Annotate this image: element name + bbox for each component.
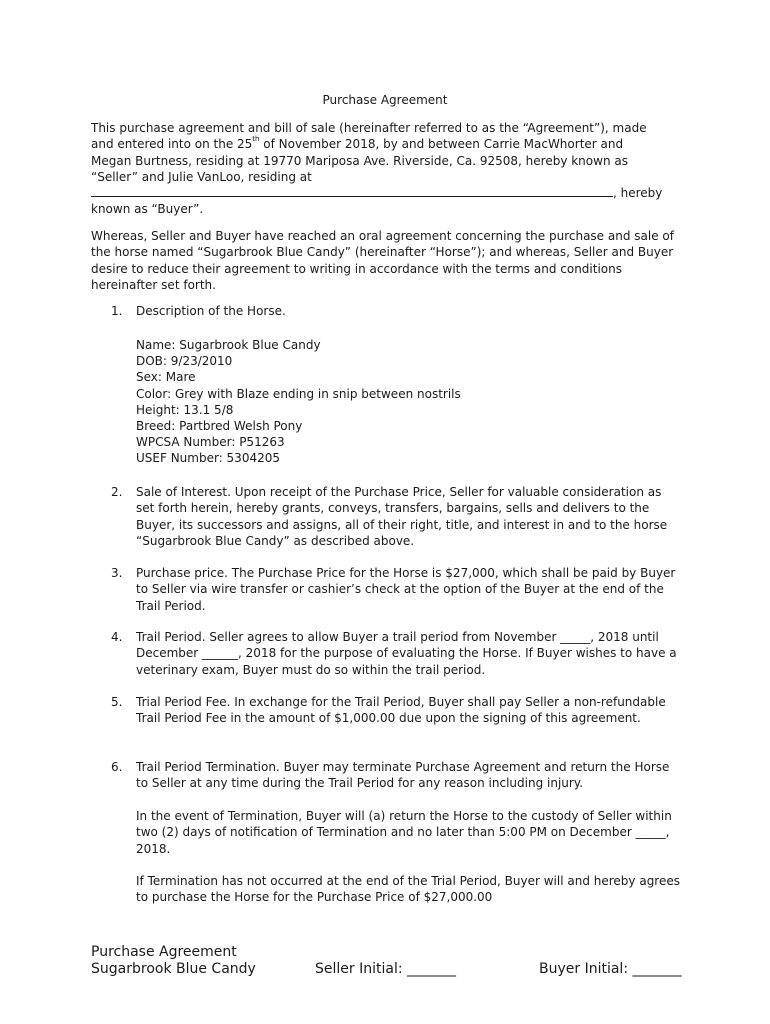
footer-document-info [91, 944, 256, 978]
intro-line-3: Megan Burtness, residing at 19770 Mariposa Ave. Riverside, Ca. 92508, hereby known as [91, 153, 628, 168]
section-4 [111, 629, 681, 678]
document-title: Purchase Agreement [322, 93, 448, 107]
section-text: Trial Period Fee. In exchange for the Trail Period, Buyer shall pay Seller a non-refundable Trail Period Fee in the amount of $1,000.00 due upon the signing of this agreement. [136, 695, 666, 726]
horse-description-list [136, 337, 461, 467]
section-6 [111, 759, 681, 792]
section-number: 1. [111, 304, 123, 318]
horse-sex: Sex: Mare [136, 370, 196, 385]
section-1 [111, 303, 681, 319]
horse-wpcsa-number: WPCSA Number: P51263 [136, 435, 285, 450]
section-text: Trail Period. Seller agrees to allow Buyer a trail period from November _____, 2018 until December ______, 2018 for the purpose of evaluating the Horse. If Buyer wishes to have a veterinary exam, Buyer must do so within the trail period. [136, 630, 677, 677]
whereas-paragraph: Whereas, Seller and Buyer have reached an oral agreement concerning the purchase and sale of the horse named “Sugarbrook Blue Candy” (hereinafter “Horse”); and whereas, Seller and Buyer desire to reduce their agreement to writing in accordance with the terms and conditions hereinafter set forth. [91, 229, 674, 292]
footer-title: Purchase Agreement [91, 944, 237, 960]
horse-height: Height: 13.1 5/8 [136, 402, 234, 417]
intro-line-6: known as “Buyer”. [91, 202, 204, 217]
horse-usef-number: USEF Number: 5304205 [136, 451, 280, 466]
intro-line-2-rest: of November 2018, by and between Carrie MacWhorter and [259, 137, 624, 152]
address-blank-line [91, 185, 613, 197]
intro-line-1: This purchase agreement and bill of sale (hereinafter referred to as the “Agreement”), made [91, 121, 647, 135]
section-2 [111, 484, 681, 549]
intro-line-5-text: , hereby [613, 186, 663, 201]
section-text: Description of the Horse. [136, 304, 286, 318]
horse-breed: Breed: Partbred Welsh Pony [136, 419, 303, 434]
termination-paragraph: In the event of Termination, Buyer will (a) return the Horse to the custody of Seller within two (2) days of notification of Termination and no later than 5:00 PM on December _____, 2018. [136, 809, 672, 856]
termination-purchase-paragraph: If Termination has not occurred at the end of the Trial Period, Buyer will and hereby agrees to purchase the Horse for the Purchase Price of $27,000.00 [136, 874, 680, 905]
section-number: 2. [111, 485, 123, 499]
horse-name: Name: Sugarbrook Blue Candy [136, 338, 321, 352]
section-text: Purchase price. The Purchase Price for the Horse is $27,000, which shall be paid by Buyer to Seller via wire transfer or cashier’s check at the option of the Buyer at the end of the Trail Period. [136, 566, 676, 613]
intro-line-5 [91, 185, 681, 201]
buyer-initial-field: Buyer Initial: _______ [539, 961, 682, 977]
section-5 [111, 694, 681, 727]
section-number: 6. [111, 760, 123, 774]
horse-dob: DOB: 9/23/2010 [136, 354, 233, 369]
section-number: 5. [111, 695, 123, 709]
intro-line-4: “Seller” and Julie VanLoo, residing at [91, 169, 312, 184]
section-3 [111, 565, 681, 614]
intro-line-2 [91, 136, 681, 152]
horse-color: Color: Grey with Blaze ending in snip between nostrils [136, 386, 461, 401]
section-text: Sale of Interest. Upon receipt of the Purchase Price, Seller for valuable consideration as set forth herein, hereby grants, conveys, transfers, bargains, sells and delivers to the Buyer, its successors and assigns, all of their right, title, and interest in and to the horse “Sugarbrook Blue Candy” as described above. [136, 485, 668, 548]
ordinal-suffix: th [252, 135, 260, 144]
seller-initial-field: Seller Initial: _______ [315, 961, 457, 977]
footer-horse-name: Sugarbrook Blue Candy [91, 961, 256, 977]
section-number: 4. [111, 630, 123, 644]
section-text: Trail Period Termination. Buyer may terminate Purchase Agreement and return the Horse to Seller at any time during the Trail Period for any reason including injury. [136, 760, 670, 791]
intro-line-2-text: and entered into on the 25 [91, 137, 253, 152]
section-number: 3. [111, 566, 123, 580]
intro-paragraph [91, 120, 681, 218]
